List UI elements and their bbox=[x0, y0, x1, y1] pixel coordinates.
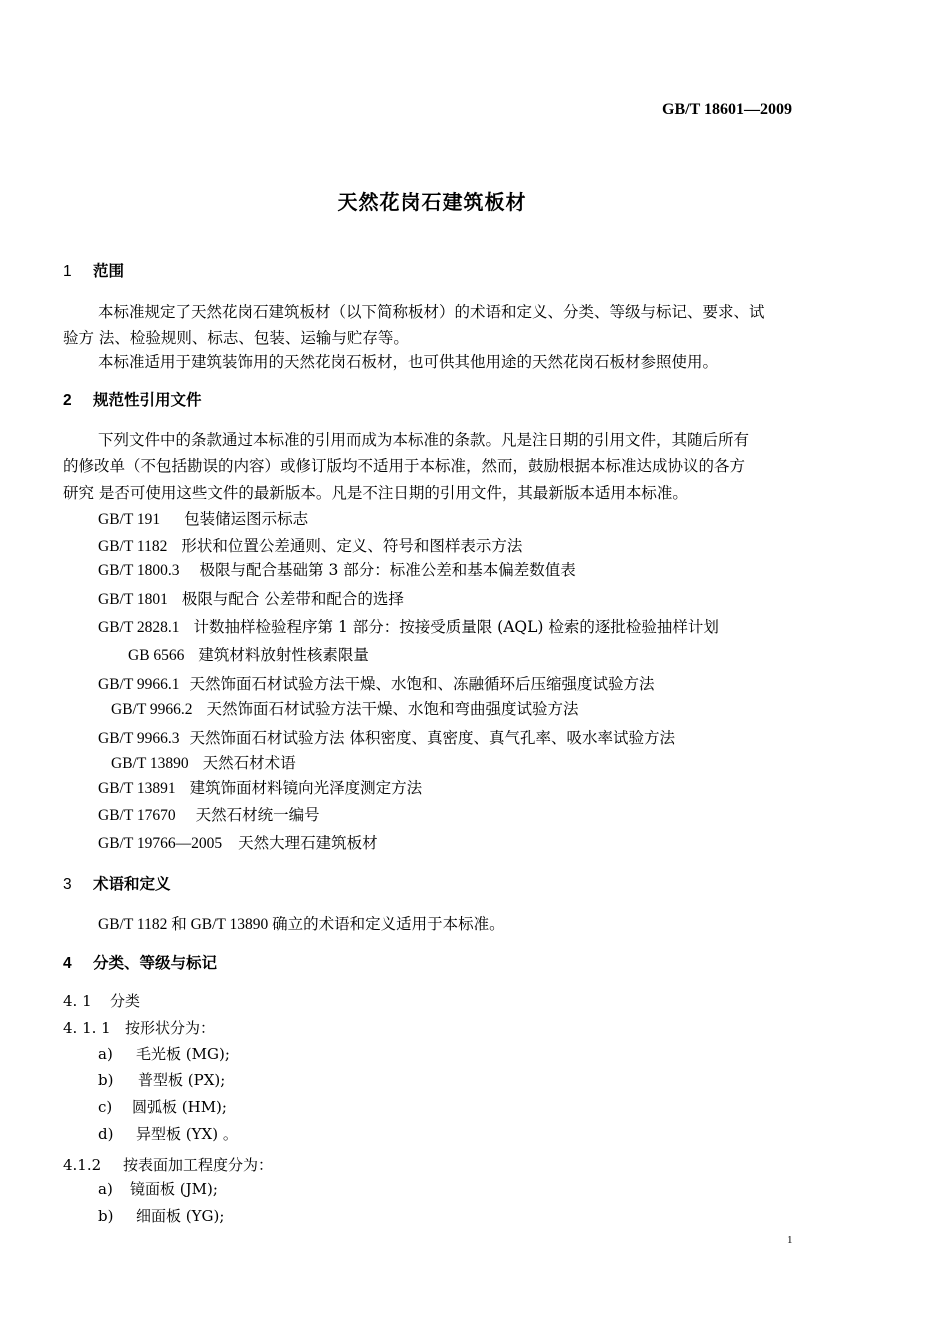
normative-intro-line-1: 下列文件中的条款通过本标准的引用而成为本标准的条款。凡是注日期的引用文件，其随后所有 bbox=[98, 431, 750, 449]
reference-item bbox=[98, 558, 576, 580]
list-marker: b) bbox=[98, 1071, 114, 1089]
reference-item bbox=[98, 726, 675, 748]
reference-item bbox=[111, 697, 579, 719]
reference-title: 建筑材料放射性核素限量 bbox=[198, 646, 369, 664]
section-number: 3 bbox=[63, 876, 72, 893]
clause-number: 4.1.2 bbox=[63, 1156, 102, 1174]
section-title: 规范性引用文件 bbox=[93, 391, 202, 409]
reference-item bbox=[98, 507, 308, 529]
list-item bbox=[98, 1123, 238, 1144]
normative-intro-line-2: 的修改单（不包括勘误的内容）或修订版均不适用于本标准，然而，鼓励根据本标准达成协议的各方 bbox=[63, 457, 746, 475]
reference-item bbox=[98, 803, 320, 825]
reference-code: GB/T 9966.1 bbox=[98, 676, 180, 693]
list-item bbox=[98, 1178, 218, 1199]
list-marker: a) bbox=[98, 1045, 113, 1063]
clause-4-1-2 bbox=[63, 1154, 273, 1175]
reference-title: 天然饰面石材试验方法干燥、水饱和弯曲强度试验方法 bbox=[206, 700, 579, 718]
standard-code: GB/T 18601—2009 bbox=[662, 101, 792, 118]
reference-item bbox=[98, 587, 404, 609]
reference-title: 建筑饰面材料镜向光泽度测定方法 bbox=[189, 779, 423, 797]
list-text: 普型板 (PX); bbox=[138, 1071, 226, 1089]
reference-code: GB/T 9966.3 bbox=[98, 730, 180, 747]
reference-code: GB/T 2828.1 bbox=[98, 619, 180, 636]
scope-paragraph-1-line-1: 本标准规定了天然花岗石建筑板材（以下简称板材）的术语和定义、分类、等级与标记、要求、试 bbox=[98, 303, 765, 321]
reference-title: 天然石材术语 bbox=[202, 754, 296, 772]
scope-paragraph-1-line-2: 验方 法、检验规则、标志、包装、运输与贮存等。 bbox=[63, 329, 409, 347]
section-title: 分类、等级与标记 bbox=[93, 954, 218, 972]
list-marker: a) bbox=[98, 1180, 113, 1198]
section-number: 2 bbox=[63, 392, 72, 409]
clause-number: 4. 1 bbox=[63, 992, 92, 1010]
reference-title: 天然大理石建筑板材 bbox=[238, 834, 378, 852]
clause-4-1 bbox=[63, 990, 140, 1011]
reference-code: GB/T 17670 bbox=[98, 807, 176, 824]
list-text: 细面板 (YG); bbox=[136, 1207, 225, 1225]
reference-item bbox=[98, 534, 522, 556]
reference-title: 形状和位置公差通则、定义、符号和图样表示方法 bbox=[181, 537, 523, 555]
list-text: 毛光板 (MG); bbox=[136, 1045, 230, 1063]
reference-title: 极限与配合基础第 3 部分：标准公差和基本偏差数值表 bbox=[199, 561, 576, 579]
list-marker: b) bbox=[98, 1207, 114, 1225]
reference-title: 天然饰面石材试验方法干燥、水饱和、冻融循环后压缩强度试验方法 bbox=[189, 675, 655, 693]
reference-item bbox=[111, 751, 296, 773]
clause-label: 按形状分为： bbox=[125, 1019, 216, 1037]
section-title: 范围 bbox=[93, 262, 125, 280]
reference-item bbox=[98, 776, 422, 798]
reference-title: 极限与配合 公差带和配合的选择 bbox=[181, 590, 404, 608]
list-text: 镜面板 (JM); bbox=[130, 1180, 218, 1198]
clause-label: 按表面加工程度分为： bbox=[123, 1156, 274, 1174]
normative-intro-line-3: 研究 是否可使用这些文件的最新版本。凡是不注日期的引用文件，其最新版本适用本标准。 bbox=[63, 484, 688, 502]
section-number: 1 bbox=[63, 263, 72, 280]
terms-paragraph: GB/T 1182 和 GB/T 13890 确立的术语和定义适用于本标准。 bbox=[98, 916, 505, 933]
page-number: 1 bbox=[787, 1234, 793, 1246]
reference-code: GB/T 13890 bbox=[111, 755, 189, 772]
reference-title: 计数抽样检验程序第 1 部分：按接受质量限 (AQL) 检索的逐批检验抽样计划 bbox=[193, 618, 719, 636]
list-item bbox=[98, 1096, 227, 1117]
clause-label: 分类 bbox=[110, 992, 141, 1010]
section-1-heading bbox=[63, 259, 124, 281]
list-marker: c) bbox=[98, 1098, 113, 1116]
reference-title: 天然饰面石材试验方法 体积密度、真密度、真气孔率、吸水率试验方法 bbox=[189, 729, 675, 747]
clause-number: 4. 1. 1 bbox=[63, 1019, 111, 1037]
reference-title: 包装储运图示标志 bbox=[184, 510, 309, 528]
list-item bbox=[98, 1205, 224, 1226]
list-item bbox=[98, 1043, 230, 1064]
reference-code: GB/T 9966.2 bbox=[111, 701, 193, 718]
reference-code: GB/T 191 bbox=[98, 511, 161, 528]
reference-item bbox=[98, 831, 378, 853]
section-title: 术语和定义 bbox=[93, 875, 171, 893]
reference-code: GB/T 1182 bbox=[98, 538, 168, 555]
list-text: 圆弧板 (HM); bbox=[132, 1098, 227, 1116]
scope-paragraph-2: 本标准适用于建筑装饰用的天然花岗石板材，也可供其他用途的天然花岗石板材参照使用。 bbox=[98, 353, 719, 371]
list-marker: d) bbox=[98, 1125, 114, 1143]
clause-4-1-1 bbox=[63, 1017, 215, 1038]
list-item bbox=[98, 1069, 225, 1090]
reference-code: GB/T 1800.3 bbox=[98, 562, 180, 579]
reference-item bbox=[128, 643, 369, 665]
section-3-heading bbox=[63, 872, 171, 894]
reference-item bbox=[98, 672, 655, 694]
reference-code: GB/T 1801 bbox=[98, 591, 168, 608]
section-2-heading bbox=[63, 388, 202, 410]
reference-title: 天然石材统一编号 bbox=[195, 806, 320, 824]
section-4-heading bbox=[63, 951, 217, 973]
section-number: 4 bbox=[63, 955, 72, 972]
reference-code: GB 6566 bbox=[128, 647, 185, 664]
reference-code: GB/T 19766—2005 bbox=[98, 835, 223, 852]
reference-code: GB/T 13891 bbox=[98, 780, 176, 797]
reference-item bbox=[98, 615, 719, 637]
page-title: 天然花岗石建筑板材 bbox=[337, 190, 527, 214]
list-text: 异型板 (YX) 。 bbox=[136, 1125, 238, 1143]
